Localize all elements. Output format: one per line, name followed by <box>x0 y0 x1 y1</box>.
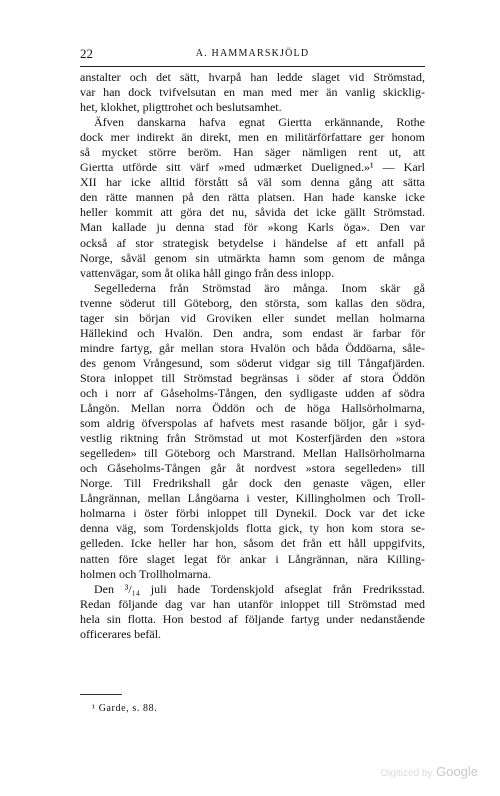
text-line: också af stor strategisk betydelse i händelse af ett anfall på <box>80 235 425 250</box>
text-line: Man kallade ju denna stad för »kong Karls öga». Den var <box>80 220 425 235</box>
running-title: A. HAMMARSKJÖLD <box>195 48 310 59</box>
footnote: ¹ Garde, s. 88. <box>92 703 158 714</box>
text-line: Stora inloppet till Strömstad begränsas i söder af stora Öddön <box>80 370 425 385</box>
text-line: den rätte mannen på den rätta platsen. Han hade kanske icke <box>80 190 425 205</box>
text-line: Redan följande dag var han utanför inloppet till Strömstad med <box>80 596 425 611</box>
text-line: Långrännan, mellan Långöarna i vester, Killingholmen och Troll- <box>80 491 425 506</box>
text-line: tvenne söderut till Göteborg, den största, som kallas den södra, <box>80 295 425 310</box>
watermark-prefix: Digitized by <box>380 768 433 779</box>
text-line: Den ³/₁₄ juli hade Tordenskjold afseglat från Fredriksstad. <box>94 581 425 596</box>
text-line: heller kommit att göra det nu, såvida det icke gällt Strömstad. <box>80 205 425 220</box>
text-line: XII har icke alltid förstått så väl som denna gång att sätta <box>80 175 425 190</box>
text-line: Långön. Mellan norra Öddön och de höga Hallsörholmarna, <box>80 401 425 416</box>
text-line: vestlig riktning från Strömstad ut mot Kosterfjärden den »stora <box>80 431 425 446</box>
text-line: mindre fartyg, går mellan stora Hvalön och båda Öddöarna, såle- <box>80 340 425 355</box>
text-line: des genom Vrångesund, som söderut vidgar sig till Tångafjärden. <box>80 355 425 370</box>
text-line: Norge, såväl genom sin utmärkta hamn som genom de många <box>80 250 425 265</box>
text-line: anstalter och det sätt, hvarpå han ledde slaget vid Strömstad, <box>80 70 425 84</box>
text-line: Äfven danskarna hafva egnat Giertta erkännande, Rothe <box>94 115 425 130</box>
text-line: hela sin flotta. Hon bestod af följande fartyg under nedanstående <box>80 611 425 626</box>
text-line: Segellederna från Strömstad äro många. Inom skär gå <box>94 280 425 295</box>
footnote-divider <box>80 694 122 695</box>
body-text <box>80 70 425 642</box>
text-line: segelleden» till Göteborg och Marstrand. Mellan Hallsörholmarna <box>80 446 425 461</box>
text-line: och i norr af Gåseholms-Tången, den sydligaste udden af södra <box>80 385 425 400</box>
text-line: officerares befäl. <box>80 626 162 641</box>
text-line: så mycket större beröm. Han säger nämligen rent ut, att <box>80 145 425 160</box>
text-line: tager sin början vid Groviken eller sundet mellan holmarna <box>80 310 425 325</box>
text-line: och Gåseholms-Tången går åt nordvest »stora segelleden» till <box>80 461 425 476</box>
text-line: denna väg, som Tordenskjolds flotta gick, ty hon kom stora se- <box>80 521 425 536</box>
page-header <box>80 46 425 62</box>
text-line: natten före slaget legat för ankar i Långrännan, nära Killing- <box>80 551 425 566</box>
text-line: het, klokhet, pligttrohet och beslutsamhet. <box>80 100 282 115</box>
page-number: 22 <box>80 46 93 61</box>
text-line: holmen och Trollholmarna. <box>80 566 211 581</box>
text-line: gelleden. Icke heller har hon, såsom det från ett håll uppgifvits, <box>80 536 425 551</box>
text-line: Giertta utförde sitt värf »med udmærket Dueligned.»¹ — Karl <box>80 160 425 175</box>
digitization-watermark <box>381 764 478 779</box>
text-line: var han dock tvifvelsutan en man med mer än vanlig skicklig- <box>80 85 425 100</box>
text-line: dock mer indirekt än direkt, men en militärförfattare ger honom <box>80 130 425 145</box>
text-line: holmarna i öster förbi inloppet till Dynekil. Dock var det icke <box>80 506 425 521</box>
header-divider <box>80 66 425 67</box>
text-line: Hällekind och Hvalön. Den andra, som endast är farbar för <box>80 325 425 340</box>
text-line: Norge. Till Fredrikshall går dock den genaste vägen, eller <box>80 476 425 491</box>
text-line: vattenvägar, som åt olika håll gingo från dess inlopp. <box>80 265 335 280</box>
watermark-brand: Google <box>436 764 478 779</box>
text-line: som aldrig öfverspolas af hafvets mest rasande böljor, går i syd- <box>80 416 425 431</box>
